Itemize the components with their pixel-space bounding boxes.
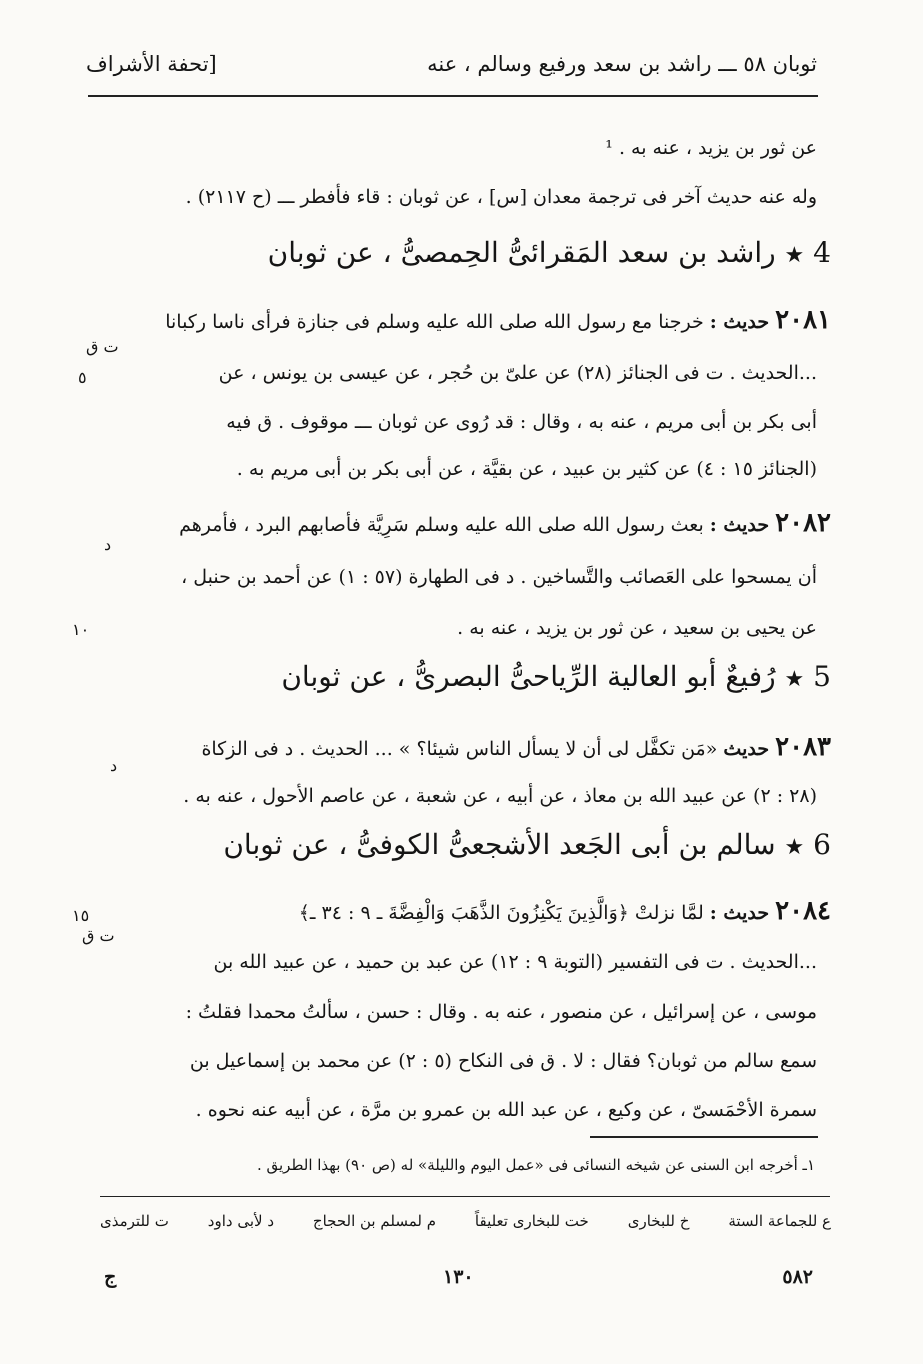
section-number: 5 — [813, 660, 831, 693]
hadith-label: حديث — [723, 738, 770, 760]
star-icon: ★ — [784, 667, 805, 692]
intro-line-1: عن ثور بن يزيد ، عنه به . ¹ — [605, 137, 817, 159]
hadith-2082-line-3: عن يحيى بن سعيد ، عن ثور بن يزيد ، عنه به . — [457, 617, 817, 639]
section-number: 6 — [813, 828, 831, 861]
hadith-text: بعث رسول الله صلى الله عليه وسلم سَرِيَّة فأصابهم البرد ، فأمرهم — [179, 514, 704, 536]
hadith-text: لمَّا نزلتْ ﴿وَالَّذِينَ يَكْنِزُونَ الذَّهَبَ وَالْفِضَّةَ ـ ٩ : ٣٤ ـ﴾ — [298, 902, 704, 924]
section-title: راشد بن سعد المَقرائىُّ الحِمصىُّ ، عن ثوبان — [267, 236, 776, 269]
margin-letters: د — [104, 535, 112, 554]
volume-page-number: ١٣٠ — [443, 1266, 474, 1288]
hadith-2082-line-2: أن يمسحوا على العَصائب والتَّساخين . د فى الطهارة (٥٧ : ١) عن أحمد بن حنبل ، — [181, 566, 817, 588]
hadith-2084-line-3: موسى ، عن إسرائيل ، عن منصور ، عنه به . وقال : حسن ، سألتُ محمدا فقلتُ : — [185, 1001, 817, 1023]
section-5-heading — [281, 660, 831, 693]
key-item: د لأبى داود — [207, 1212, 274, 1230]
hadith-2081-line-4: (الجنائز ١٥ : ٤) عن كثير بن عبيد ، عن بقيَّة ، عن أبى بكر بن أبى مريم به . — [236, 458, 817, 480]
section-title: سالم بن أبى الجَعد الأشجعىُّ الكوفىُّ ، عن ثوبان — [223, 828, 776, 861]
section-number: 4 — [813, 236, 831, 269]
key-item: م لمسلم بن الحجاج — [312, 1212, 437, 1230]
running-header-right: ثوبان ٥٨ ـــ راشد بن سعد ورفيع وسالم ، عنه — [427, 52, 817, 76]
margin-line-number: ١٥ — [72, 906, 90, 925]
margin-letters: د — [110, 756, 118, 775]
running-header-left: [تحفة الأشراف — [86, 52, 217, 76]
star-icon: ★ — [784, 243, 805, 268]
hadith-number: ٢٠٨٤ — [775, 896, 831, 926]
hadith-2084-line-1 — [299, 896, 831, 926]
star-icon: ★ — [784, 835, 805, 860]
hadith-label: حديث : — [709, 514, 770, 536]
hadith-2081-line-2: ...الحديث . ت فى الجنائز (٢٨) عن علىّ بن حُجر ، عن عيسى بن يونس ، عن — [218, 362, 817, 384]
hadith-text: «مَن تكفَّل لى أن لا يسأل الناس شيئا؟ » ... الحديث . د فى الزكاة — [201, 738, 718, 760]
section-6-heading — [223, 828, 831, 861]
hadith-2083-line-2: (٢٨ : ٢) عن عبيد الله بن معاذ ، عن أبيه ، عن شعبة ، عن عاصم الأحول ، عنه به . — [183, 785, 817, 807]
hadith-2083-line-1 — [201, 732, 831, 762]
hadith-number: ٢٠٨١ — [775, 305, 831, 335]
hadith-number: ٢٠٨٣ — [775, 732, 831, 762]
margin-line-number: ١٠ — [72, 620, 90, 639]
page-number: ٥٨٢ — [782, 1266, 813, 1288]
margin-letters: ت ق — [82, 926, 115, 945]
footnote: ١ـ أخرجه ابن السنى عن شيخه النسائى فى «عمل اليوم والليلة» له (ص ٩٠) بهذا الطريق . — [256, 1156, 815, 1174]
hadith-2081-line-1 — [165, 305, 831, 335]
hadith-text: خرجنا مع رسول الله صلى الله عليه وسلم فى جنازة فرأى ناسا ركبانا — [165, 311, 704, 333]
intro-line-2: وله عنه حديث آخر فى ترجمة معدان [س] ، عن ثوبان : قاء فأفطر ـــ (ح ٢١١٧) . — [185, 186, 817, 208]
sigla-key — [100, 1212, 831, 1230]
margin-letters: ت ق — [86, 337, 119, 356]
key-item: خ للبخارى — [627, 1212, 690, 1230]
hadith-2084-line-4: سمع سالم من ثوبان؟ فقال : لا . ق فى النكاح (٥ : ٢) عن محمد بن إسماعيل بن — [189, 1050, 817, 1072]
hadith-number: ٢٠٨٢ — [775, 508, 831, 538]
hadith-label: حديث : — [709, 311, 770, 333]
section-title: رُفيعٌ أبو العالية الرِّياحىُّ البصرىُّ ، عن ثوبان — [281, 660, 776, 693]
hadith-label: حديث : — [709, 902, 770, 924]
hadith-2081-line-3: أبى بكر بن أبى مريم ، عنه به ، وقال : قد رُوى عن ثوبان ـــ موقوف . ق فيه — [226, 411, 817, 433]
key-item: خت للبخارى تعليقاً — [474, 1212, 589, 1230]
footnote-rule — [590, 1136, 818, 1138]
key-rule — [100, 1196, 830, 1197]
hadith-2084-line-5: سمرة الأحْمَسىّ ، عن وكيع ، عن عبد الله بن عمرو بن مرَّة ، عن أبيه عنه نحوه . — [195, 1099, 817, 1121]
key-item: ع للجماعة الستة — [728, 1212, 831, 1230]
key-item: ت للترمذى — [100, 1212, 169, 1230]
hadith-2082-line-1 — [179, 508, 831, 538]
hadith-2084-line-2: ...الحديث . ت فى التفسير (التوبة ٩ : ١٢) عن عبد بن حميد ، عن عبيد الله بن — [213, 951, 817, 973]
section-4-heading — [268, 236, 831, 269]
signature-mark: ج — [104, 1266, 117, 1288]
header-rule — [88, 95, 818, 97]
margin-line-number: ٥ — [78, 368, 87, 387]
